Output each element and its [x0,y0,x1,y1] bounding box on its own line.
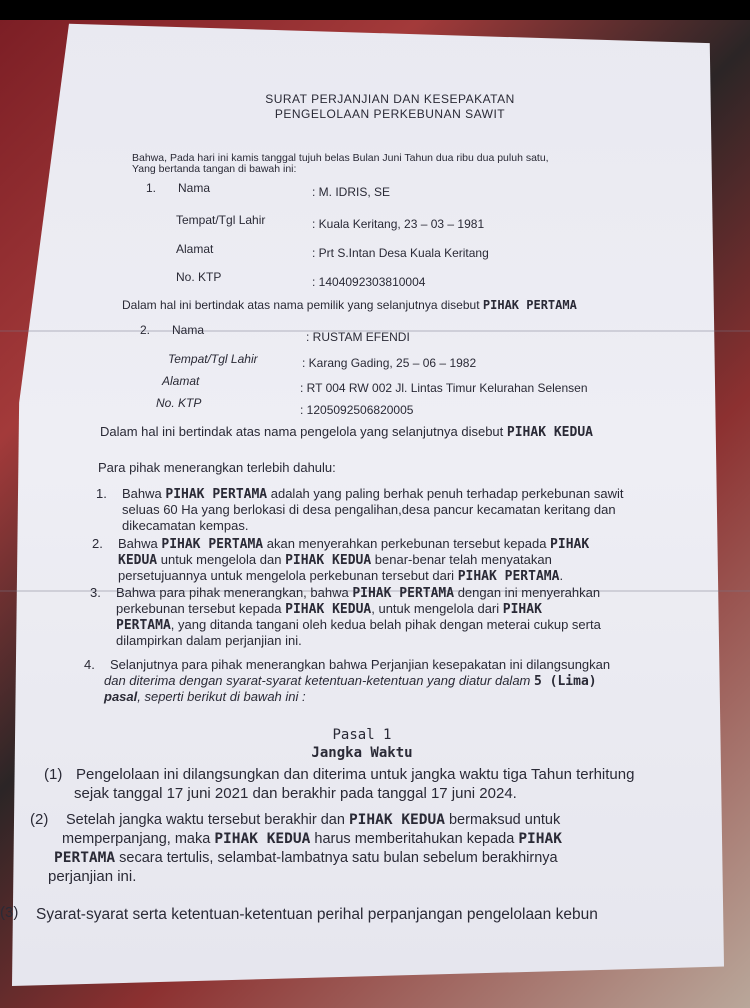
item2-role-a: PIHAK PERTAMA [161,537,264,552]
item3-line4: dilampirkan dalam perjanjian ini. [116,633,302,648]
party2-birth-label: Tempat/Tgl Lahir [168,352,258,366]
clause1-number: (1) [44,766,63,783]
item2-role-b: PIHAK [550,537,590,552]
clause2-role-d: PERTAMA [54,850,116,866]
clause2-text-d: harus memberitahukan kepada [310,831,519,847]
party1-birth-value: : Kuala Keritang, 23 – 03 – 1981 [312,217,485,231]
clause1-line2: sejak tanggal 17 juni 2021 dan berakhir pada tanggal 17 juni 2024. [74,785,517,802]
item2-number: 2. [92,536,103,551]
item1-line2: seluas 60 Ha yang berlokasi di desa pengalihan,desa pancur kecamatan keritang dan [122,502,616,517]
clause2-text-c: memperpanjang, maka [62,831,215,847]
item2-text-c: akan menyerahkan perkebunan tersebut kepada [263,536,551,551]
party2-name-label: Nama [172,323,205,337]
clause2-line3 [54,849,558,867]
item2-line1 [118,536,589,552]
title-line-2: PENGELOLAAN PERKEBUNAN SAWIT [274,107,506,121]
item1-role: PIHAK PERTAMA [165,487,268,502]
party2-ktp-value: : 1205092506820005 [300,403,414,417]
party1-name-label: Nama [178,181,211,195]
clause2-role-a: PIHAK KEDUA [348,812,445,828]
party1-role: PIHAK PERTAMA [482,298,577,312]
party1-statement [122,298,577,312]
item2-text-f: persetujuannya untuk mengelola perkebunan tersebut dari [118,568,458,583]
item1-number: 1. [96,486,107,501]
item3-text-f: , yang ditanda tangani oleh kedua belah pihak dengan meterai cukup serta [170,617,601,632]
clause2-text-e: secara tertulis, selambat-lambatnya satu bulan sebelum berakhirnya [115,850,558,866]
party1-address-label: Alamat [176,242,214,256]
item2-text-e: benar-benar telah menyatakan [371,552,552,567]
item2-line2 [118,552,552,568]
item4-text-a: dan diterima dengan syarat-syarat ketentuan-ketentuan yang diatur dalam [104,673,531,688]
party2-statement [100,424,593,440]
item1-line3: dikecamatan kempas. [122,518,249,533]
clause2-line4: perjanjian ini. [48,868,137,885]
item1-text-a: Bahwa [122,486,166,501]
item2-text-g: . [559,568,564,583]
item2-role-e: PIHAK PERTAMA [457,569,560,584]
party1-address-value: : Prt S.Intan Desa Kuala Keritang [312,246,489,260]
item3-number: 3. [90,585,101,600]
item2-text-a: Bahwa [118,536,162,551]
party1-statement-text: Dalam hal ini bertindak atas nama pemilik yang selanjutnya disebut [122,298,480,312]
item1-line1 [122,486,623,502]
preamble: Para pihak menerangkan terlebih dahulu: [98,460,336,475]
item3-role-d: PERTAMA [116,618,171,633]
clause2-text-b: bermaksud untuk [444,812,561,828]
item3-text-c: dengan ini menyerahkan [454,585,601,600]
clause2-number: (2) [30,811,49,828]
party2-address-label: Alamat [162,374,200,388]
item4-pasal: pasal [104,689,138,704]
item4-count: 5 (Lima) [534,674,597,689]
title-line-1: SURAT PERJANJIAN DAN KESEPAKATAN [265,92,515,106]
item4-line3 [104,689,306,704]
item3-role-b: PIHAK KEDUA [285,602,372,617]
item3-text-e: , untuk mengelola dari [371,601,503,616]
item4-line1: Selanjutnya para pihak menerangkan bahwa Perjanjian kesepakatan ini dilangsungkan [110,657,611,672]
item3-role-c: PIHAK [502,602,542,617]
clause2-line1 [66,811,560,829]
clause1-line1: Pengelolaan ini dilangsungkan dan diterima untuk jangka waktu tiga Tahun terhitung [76,766,635,783]
pasal1-title: Pasal 1 [332,727,392,743]
party2-role: PIHAK KEDUA [506,425,593,440]
item2-line3 [118,568,563,584]
intro-line-1: Bahwa, Pada hari ini kamis tanggal tujuh belas Bulan Juni Tahun dua ribu dua puluh satu, [132,152,549,164]
clause2-role-b: PIHAK KEDUA [214,831,311,847]
item4-line2 [104,673,597,689]
item2-text-d: untuk mengelola dan [157,552,286,567]
item3-line2 [116,601,542,617]
party1-birth-label: Tempat/Tgl Lahir [176,213,266,227]
item1-text-c: adalah yang paling berhak penuh terhadap perkebunan sawit [267,486,624,501]
party1-name-value: : M. IDRIS, SE [312,185,391,199]
party1-number: 1. [146,181,157,195]
item3-line1 [116,585,600,601]
party1-ktp-value: : 1404092303810004 [312,275,426,289]
party1-ktp-label: No. KTP [176,270,222,284]
clause2-text-a: Setelah jangka waktu tersebut berakhir dan [66,812,349,828]
item4-text-b: , seperti berikut di bawah ini : [137,689,306,704]
party2-name-value: : RUSTAM EFENDI [306,330,410,344]
item3-line3 [116,617,601,633]
party2-address-value: : RT 004 RW 002 Jl. Lintas Timur Kelurahan Selensen [300,381,588,395]
item3-text-d: perkebunan tersebut kepada [116,601,286,616]
party2-ktp-label: No. KTP [156,396,202,410]
item3-text-a: Bahwa para pihak menerangkan, bahwa [116,585,353,600]
clause2-role-c: PIHAK [518,831,562,847]
pasal1-subtitle: Jangka Waktu [311,745,413,761]
clause3-number: (3) [0,904,19,921]
clause2-line2 [62,830,562,848]
item2-role-d: PIHAK KEDUA [285,553,372,568]
item3-role-a: PIHAK PERTAMA [352,586,455,601]
item4-number: 4. [84,657,95,672]
party2-statement-text: Dalam hal ini bertindak atas nama pengelola yang selanjutnya disebut [100,424,504,439]
intro-line-2: Yang bertanda tangan di bawah ini: [132,163,297,175]
party2-birth-value: : Karang Gading, 25 – 06 – 1982 [302,356,477,370]
item2-role-c: KEDUA [118,553,158,568]
party2-number: 2. [140,323,151,337]
clause3-line1: Syarat-syarat serta ketentuan-ketentuan perihal perpanjangan pengelolaan kebun [36,906,598,923]
